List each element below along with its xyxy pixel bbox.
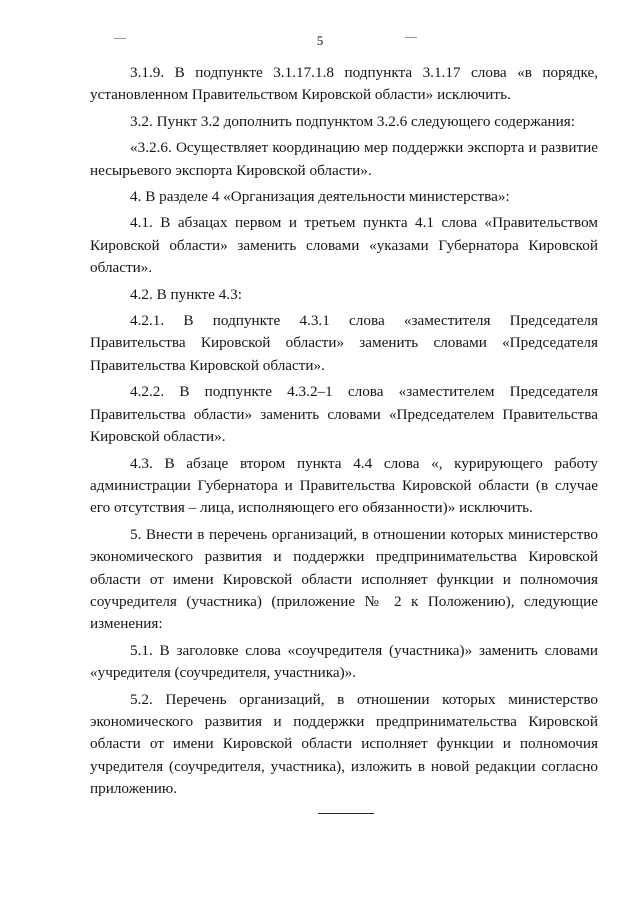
paragraph-3-1-9: 3.1.9. В подпункте 3.1.17.1.8 подпункта 3.1.17 слова «в порядке, установленном Правительством Кировской области» исключить. <box>90 64 598 104</box>
paragraph-5: 5. Внести в перечень организаций, в отношении которых министерство экономического развития и поддержки предпринимательства Кировской области от имени Кировской области исполняет функции и полномочия соучредителя (участника) (приложение № 2 к Положению), следующие изменения: <box>90 525 598 633</box>
paragraph-4: 4. В разделе 4 «Организация деятельности министерства»: <box>130 188 510 206</box>
paragraph-4-2: 4.2. В пункте 4.3: <box>130 285 242 303</box>
paragraph-4-2-2: 4.2.2. В подпункте 4.3.2–1 слова «заместителем Председателя Правительства области» заменить словами «Председателем Правительства Кировской области». <box>90 383 598 446</box>
scan-mark-right <box>405 37 417 38</box>
paragraph-4-1: 4.1. В абзацах первом и третьем пункта 4.1 слова «Правительством Кировской области» заменить словами «указами Губернатора Кировской области». <box>90 214 598 277</box>
paragraph-5-2: 5.2. Перечень организаций, в отношении которых министерство экономического развития и поддержки предпринимательства Кировской области от имени Кировской области исполняет функции и полномочия учредителя (соучредителя, участника), изложить в новой редакции согласно приложению. <box>90 690 598 798</box>
document-body <box>90 62 598 801</box>
page-number: 5 <box>316 33 324 48</box>
paragraph-4-2-1: 4.2.1. В подпункте 4.3.1 слова «заместителя Председателя Правительства Кировской области» заменить словами «Председателя Правительства Кировской области». <box>90 312 598 374</box>
paragraph-5-1: 5.1. В заголовке слова «соучредителя (участника)» заменить словами «учредителя (соучредителя, участника)». <box>90 641 598 682</box>
scan-mark-left <box>114 38 126 39</box>
end-of-text-rule <box>318 813 374 814</box>
paragraph-3-2-6: «3.2.6. Осуществляет координацию мер поддержки экспорта и развитие несырьевого экспорта Кировской области». <box>90 139 598 179</box>
paragraph-3-2: 3.2. Пункт 3.2 дополнить подпунктом 3.2.6 следующего содержания: <box>130 112 575 130</box>
paragraph-4-3: 4.3. В абзаце втором пункта 4.4 слова «, курирующего работу администрации Губернатора и Правительства Кировской области (в случае его отсутствия – лица, исполняющего его обязанности)» исключить. <box>90 454 598 517</box>
